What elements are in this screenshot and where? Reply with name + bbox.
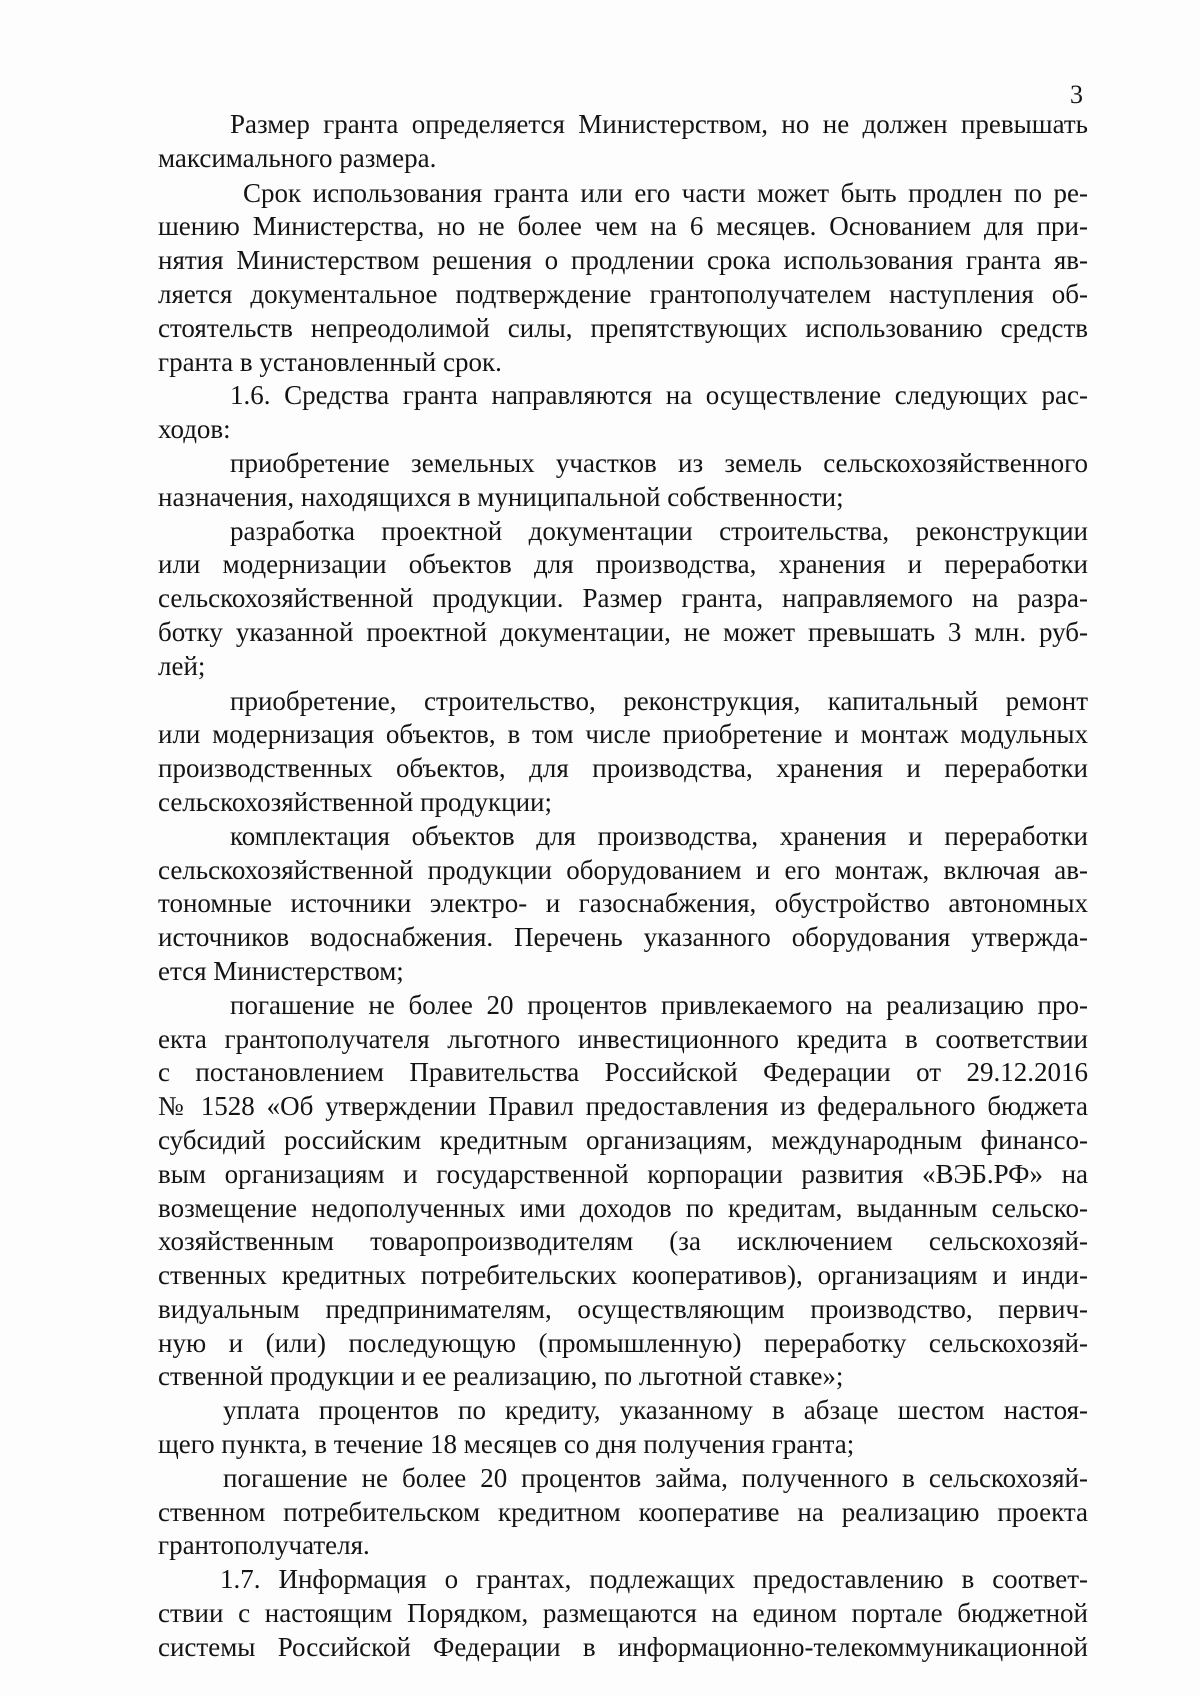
text-line: приобретение, строительство, реконструкция, капитальный ремонт — [230, 685, 1088, 716]
text-line: № 1528 «Об утверждении Правил предоставления из федерального бюджета — [158, 1091, 1088, 1122]
text-line: 1.7. Информация о грантах, подлежащих предоставлению в соответ- — [220, 1564, 1088, 1595]
text-line: Размер гранта определяется Министерством, но не должен превышать — [230, 109, 1088, 139]
text-line: источников водоснабжения. Перечень указанного оборудования утвержда- — [158, 922, 1088, 953]
text-line: уплата процентов по кредиту, указанному в абзаце шестом настоя- — [223, 1395, 1088, 1426]
text-line: комплектация объектов для производства, хранения и переработки — [230, 820, 1088, 851]
text-line: ется Министерством; — [158, 955, 404, 986]
text-line: с постановлением Правительства Российской Федерации от 29.12.2016 — [158, 1057, 1088, 1088]
text-line: разработка проектной документации строительства, реконструкции — [230, 515, 1088, 546]
text-line: или модернизации объектов для производства, хранения и переработки — [158, 549, 1088, 580]
text-line: видуальным предпринимателям, осуществляющим производство, первич- — [158, 1293, 1088, 1324]
text-line: гранта в установленный срок. — [158, 346, 502, 377]
text-line: хозяйственным товаропроизводителям (за исключением сельскохозяй- — [158, 1226, 1088, 1257]
page-number: 3 — [1070, 80, 1083, 109]
text-line: ную и (или) последующую (промышленную) переработку сельскохозяй- — [158, 1327, 1088, 1358]
text-line: ственной продукции и ее реализацию, по льготной ставке»; — [158, 1361, 844, 1392]
text-line: 1.6. Средства гранта направляются на осуществление следующих рас- — [230, 380, 1088, 411]
text-line: погашение не более 20 процентов займа, полученного в сельскохозяй- — [223, 1462, 1088, 1493]
text-line: возмещение недополученных ими доходов по кредитам, выданным сельско- — [158, 1192, 1088, 1223]
text-line: субсидий российским кредитным организациям, международным финансо- — [158, 1124, 1088, 1155]
text-line: ляется документальное подтверждение грантополучателем наступления об- — [158, 278, 1088, 309]
text-line: вым организациям и государственной корпорации развития «ВЭБ.РФ» на — [158, 1158, 1088, 1189]
text-line: назначения, находящихся в муниципальной собственности; — [158, 481, 844, 512]
text-line: екта грантополучателя льготного инвестиционного кредита в соответствии — [158, 1023, 1088, 1054]
text-line: грантополучателя. — [158, 1530, 370, 1561]
text-line: сельскохозяйственной продукции оборудованием и его монтаж, включая ав- — [158, 854, 1088, 885]
text-line: лей; — [158, 650, 206, 681]
text-line: ствии с настоящим Порядком, размещаются на едином портале бюджетной — [158, 1598, 1088, 1629]
text-line: сельскохозяйственной продукции. Размер гранта, направляемого на разра- — [158, 583, 1088, 614]
text-line: тономные источники электро- и газоснабжения, обустройство автономных — [158, 888, 1088, 919]
text-line: приобретение земельных участков из земель сельскохозяйственного — [230, 447, 1088, 478]
text-line: щего пункта, в течение 18 месяцев со дня получения гранта; — [158, 1429, 855, 1460]
text-line: системы Российской Федерации в информационно-телекоммуникационной — [158, 1631, 1088, 1662]
text-line: сельскохозяйственной продукции; — [158, 786, 552, 817]
text-line: стоятельств непреодолимой силы, препятствующих использованию средств — [158, 312, 1088, 343]
text-line: шению Министерства, но не более чем на 6 месяцев. Основанием для при- — [158, 211, 1088, 242]
document-body — [158, 108, 1088, 1665]
text-line: производственных объектов, для производства, хранения и переработки — [158, 753, 1088, 784]
text-line: ботку указанной проектной документации, не может превышать 3 млн. руб- — [158, 616, 1088, 647]
text-line: максимального размера. — [158, 142, 437, 173]
text-line: нятия Министерством решения о продлении срока использования гранта яв- — [158, 245, 1088, 276]
text-line: Срок использования гранта или его части может быть продлен по ре- — [243, 177, 1088, 208]
text-line: или модернизация объектов, в том числе приобретение и монтаж модульных — [158, 719, 1088, 750]
text-line: погашение не более 20 процентов привлекаемого на реализацию про- — [230, 989, 1088, 1020]
text-line: ственных кредитных потребительских кооперативов), организациям и инди- — [158, 1260, 1088, 1291]
text-line: ственном потребительском кредитном кооперативе на реализацию проекта — [158, 1496, 1088, 1527]
text-line: ходов: — [158, 414, 231, 445]
